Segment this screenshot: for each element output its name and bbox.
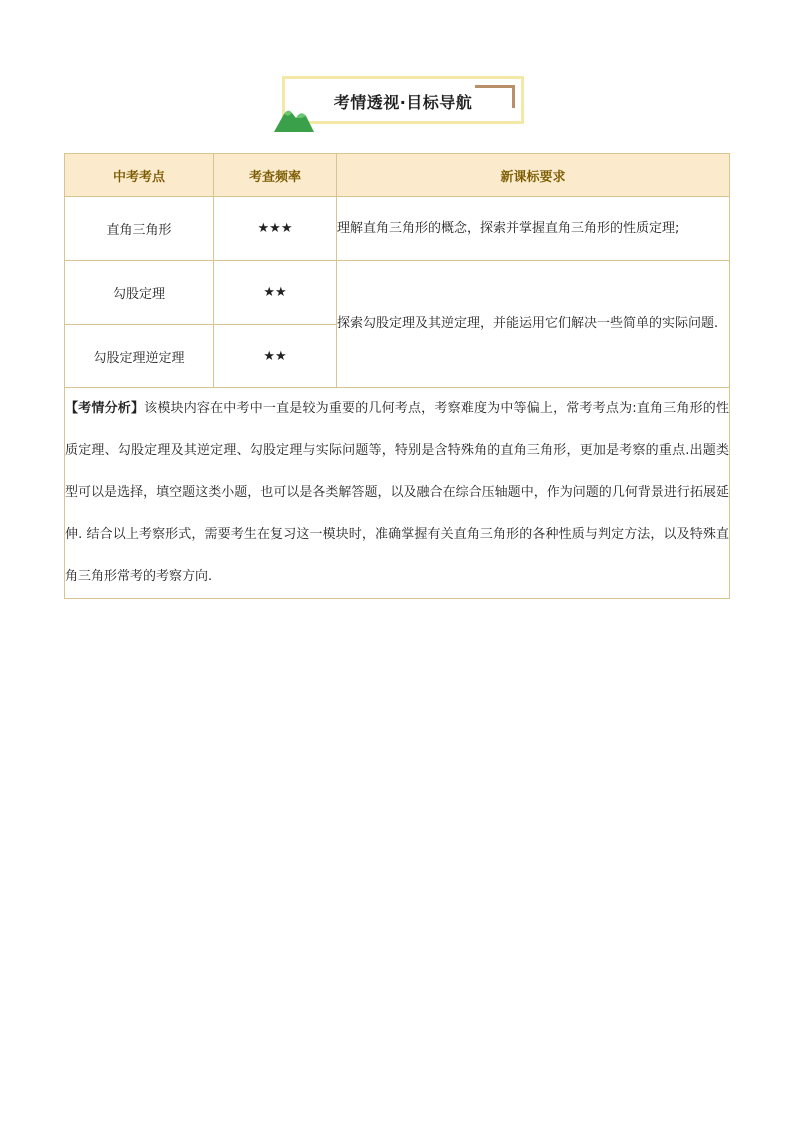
banner-corner-line <box>475 85 515 88</box>
table-row <box>65 197 730 261</box>
frequency-stars: ★★ <box>214 325 337 388</box>
analysis-text: 该模块内容在中考中一直是较为重要的几何考点，考察难度为中等偏上，常考考点为:直角三角形的性质定理、勾股定理及其逆定理、勾股定理与实际问题等，特别是含特殊角的直角三角形，更加是考察的重点.出题类型可以是选择，填空题这类小题，也可以是各类解答题，以及融合在综合压轴题中，作为问题的几何背景进行拓展延伸. 结合以上考察形式，需要考生在复习这一模块时，准确掌握有关直角三角形的各种性质与判定方法，以及特殊直角三角形常考的考察方向. <box>65 401 729 584</box>
analysis-cell <box>65 388 730 599</box>
mountain-icon <box>274 104 314 132</box>
topic-cell: 勾股定理逆定理 <box>65 325 214 388</box>
analysis-label: 【考情分析】 <box>65 401 145 416</box>
banner-corner-line-vertical <box>512 88 515 108</box>
requirement-cell: 理解直角三角形的概念，探索并掌握直角三角形的性质定理; <box>337 197 730 261</box>
banner-frame <box>282 76 524 124</box>
frequency-stars: ★★★ <box>214 197 337 261</box>
frequency-stars: ★★ <box>214 261 337 325</box>
header-frequency: 考查频率 <box>214 154 337 197</box>
exam-overview-table <box>64 153 730 599</box>
table-row <box>65 261 730 325</box>
topic-cell: 勾股定理 <box>65 261 214 325</box>
table-header-row <box>65 154 730 197</box>
topic-cell: 直角三角形 <box>65 197 214 261</box>
header-requirement: 新课标要求 <box>337 154 730 197</box>
header-topic: 中考考点 <box>65 154 214 197</box>
requirement-cell: 探索勾股定理及其逆定理，并能运用它们解决一些简单的实际问题. <box>337 261 730 388</box>
banner-title: 考情透视·目标导航 <box>333 93 473 112</box>
analysis-row <box>65 388 730 599</box>
section-banner <box>274 74 532 134</box>
